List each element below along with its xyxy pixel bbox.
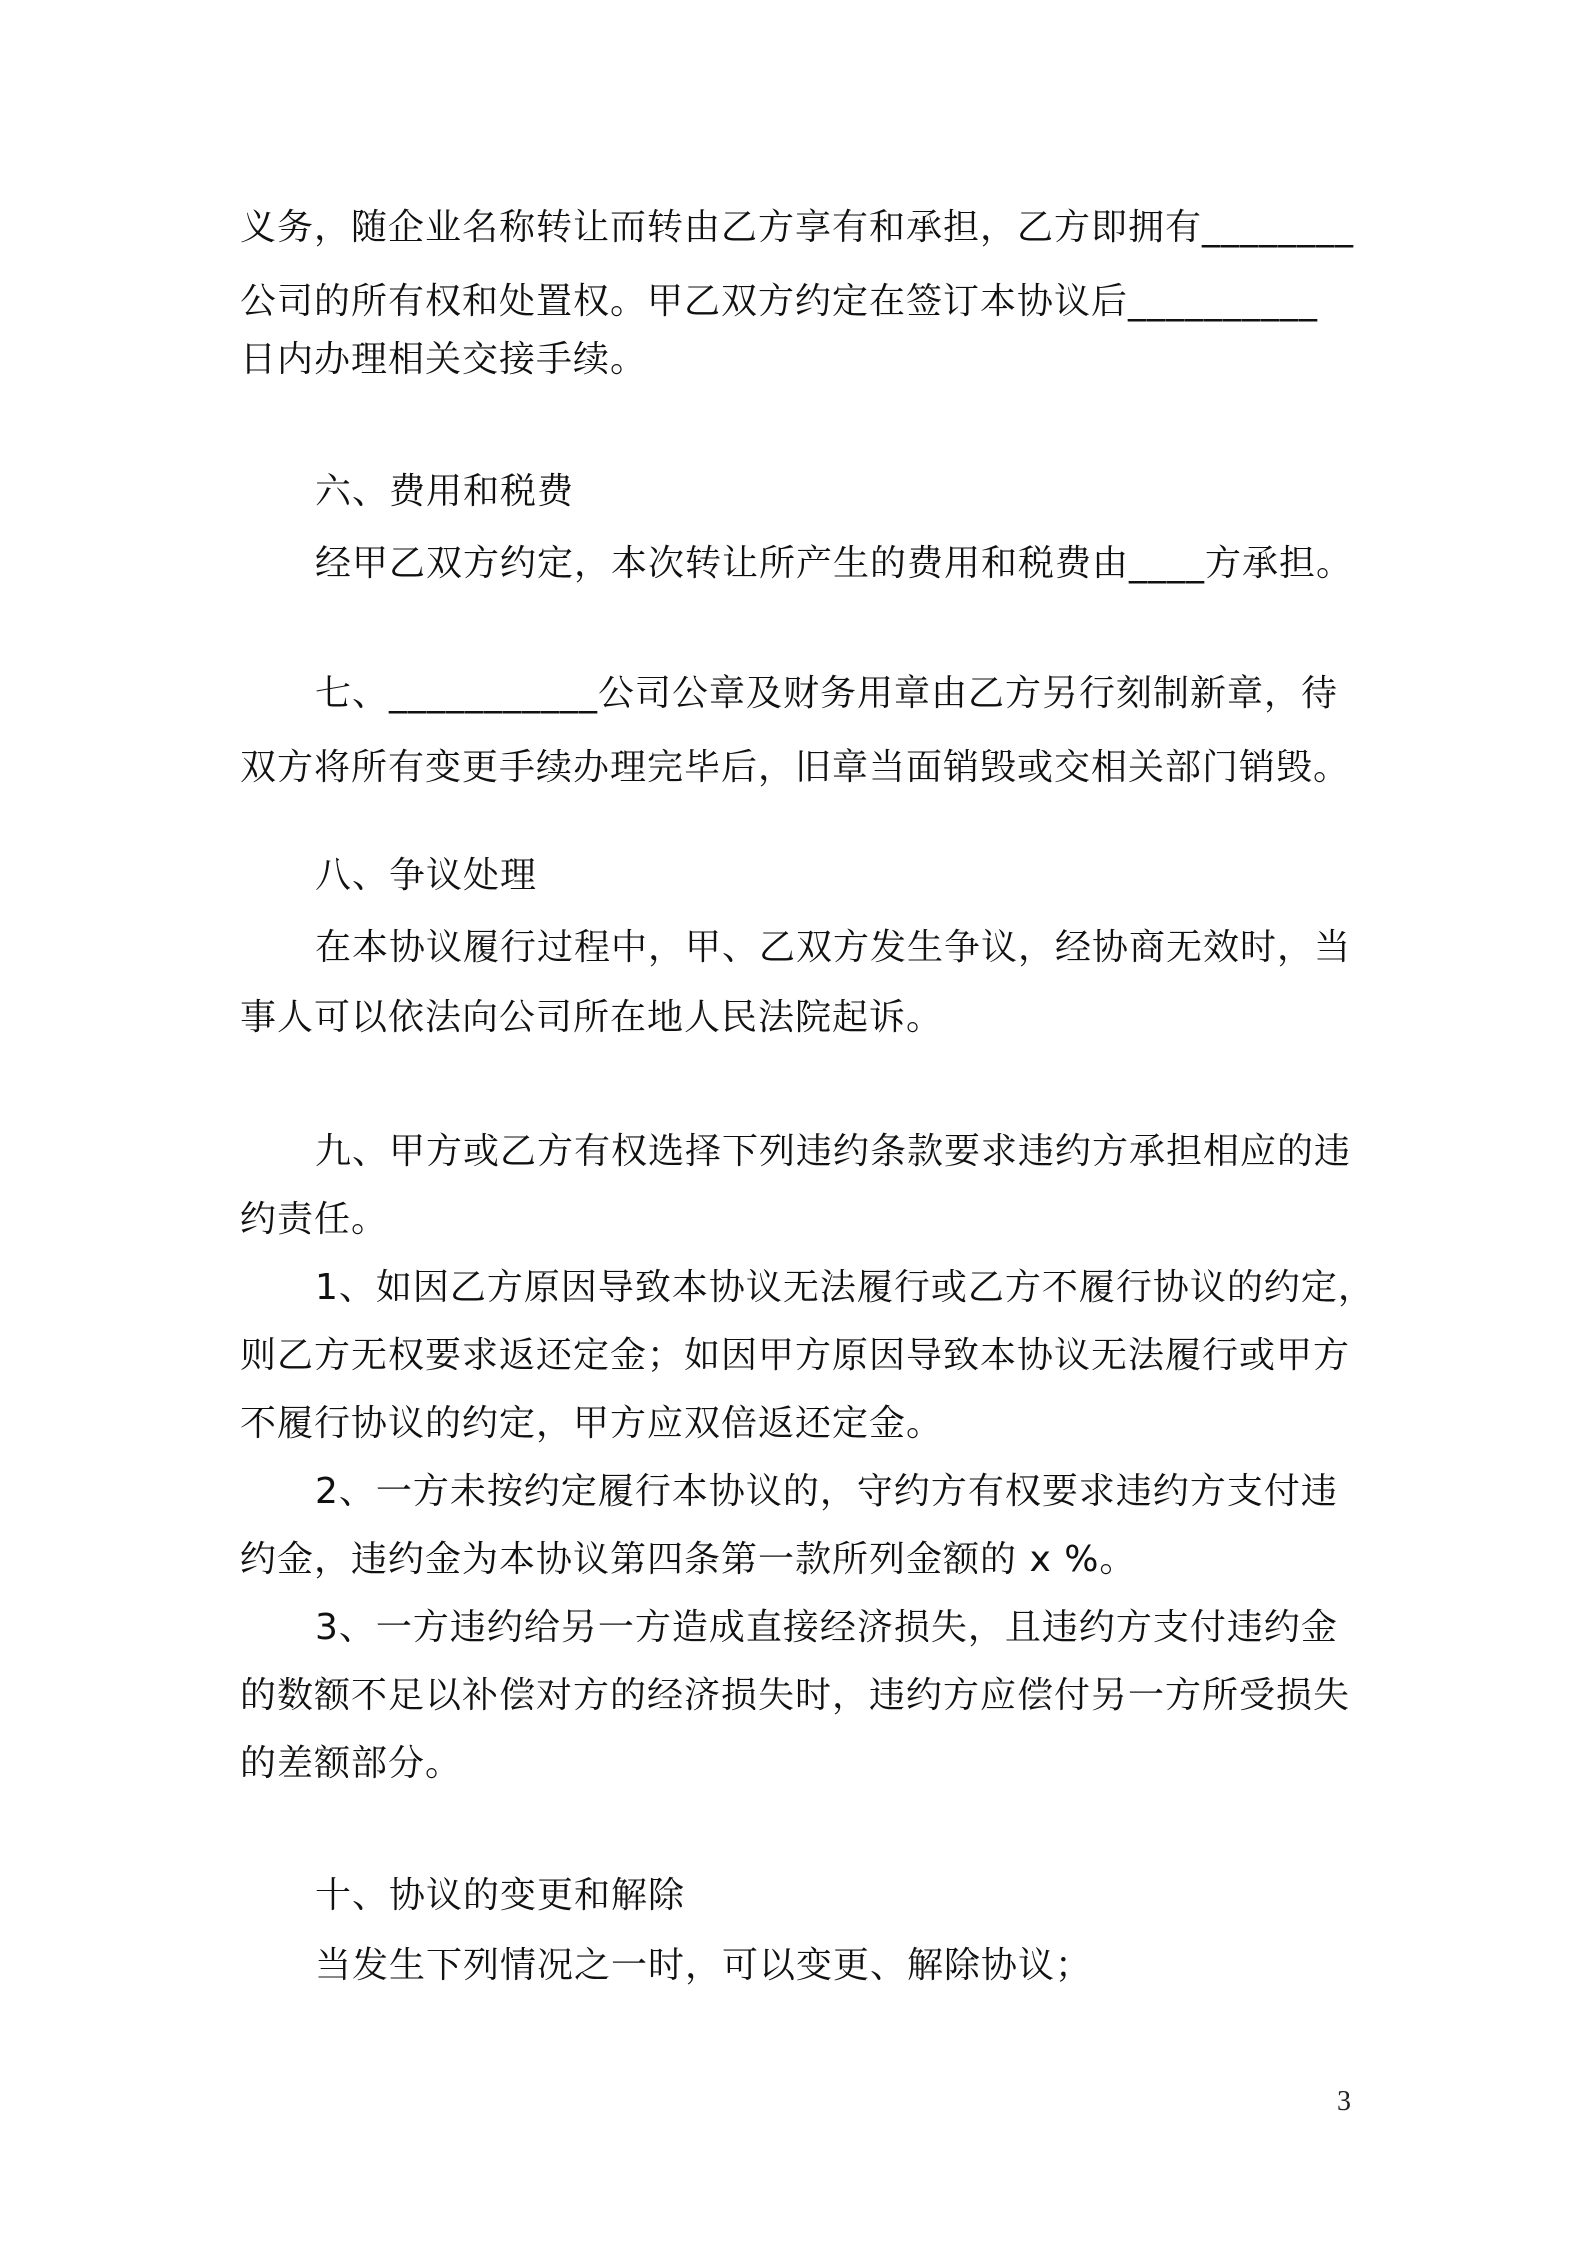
clause-1-line: 则乙方无权要求返还定金；如因甲方原因导致本协议无法履行或甲方 [240,1335,1351,1376]
body-text-line: 公司的所有权和处置权。甲乙双方约定在签订本协议后__________ [240,281,1319,322]
page-number: 3 [1337,2086,1351,2117]
body-text-line: 经甲乙双方约定，本次转让所产生的费用和税费由____方承担。 [315,543,1354,584]
clause-2-line: 约金，违约金为本协议第四条第一款所列金额的 x %。 [240,1539,1137,1580]
section-heading-10: 十、协议的变更和解除 [315,1875,686,1916]
clause-1-line: 不履行协议的约定，甲方应双倍返还定金。 [240,1403,944,1444]
section-heading-9: 九、甲方或乙方有权选择下列违约条款要求违约方承担相应的违 [315,1131,1352,1172]
clause-3-line: 的差额部分。 [240,1743,463,1784]
body-text-line: 事人可以依法向公司所在地人民法院起诉。 [240,997,944,1038]
clause-2-line: 2、一方未按约定履行本协议的，守约方有权要求违约方支付违 [315,1471,1338,1512]
body-text-line: 双方将所有变更手续办理完毕后，旧章当面销毁或交相关部门销毁。 [240,747,1351,788]
body-text-line: 义务，随企业名称转让而转由乙方享有和承担，乙方即拥有________ [240,207,1355,248]
body-text-line: 在本协议履行过程中，甲、乙双方发生争议，经协商无效时，当 [315,927,1352,968]
section-heading-8: 八、争议处理 [315,855,538,896]
clause-3-line: 的数额不足以补偿对方的经济损失时，违约方应偿付另一方所受损失 [240,1675,1351,1716]
body-text-line: 当发生下列情况之一时，可以变更、解除协议； [315,1945,1093,1986]
clause-1-line: 1、如因乙方原因导致本协议无法履行或乙方不履行协议的约定， [315,1267,1375,1308]
section-heading-7: 七、___________公司公章及财务用章由乙方另行刻制新章，待 [315,673,1339,714]
section-heading-6: 六、费用和税费 [315,471,575,512]
body-text-line: 约责任。 [240,1199,389,1240]
body-text-line: 日内办理相关交接手续。 [240,339,648,380]
clause-3-line: 3、一方违约给另一方造成直接经济损失，且违约方支付违约金 [315,1607,1338,1648]
